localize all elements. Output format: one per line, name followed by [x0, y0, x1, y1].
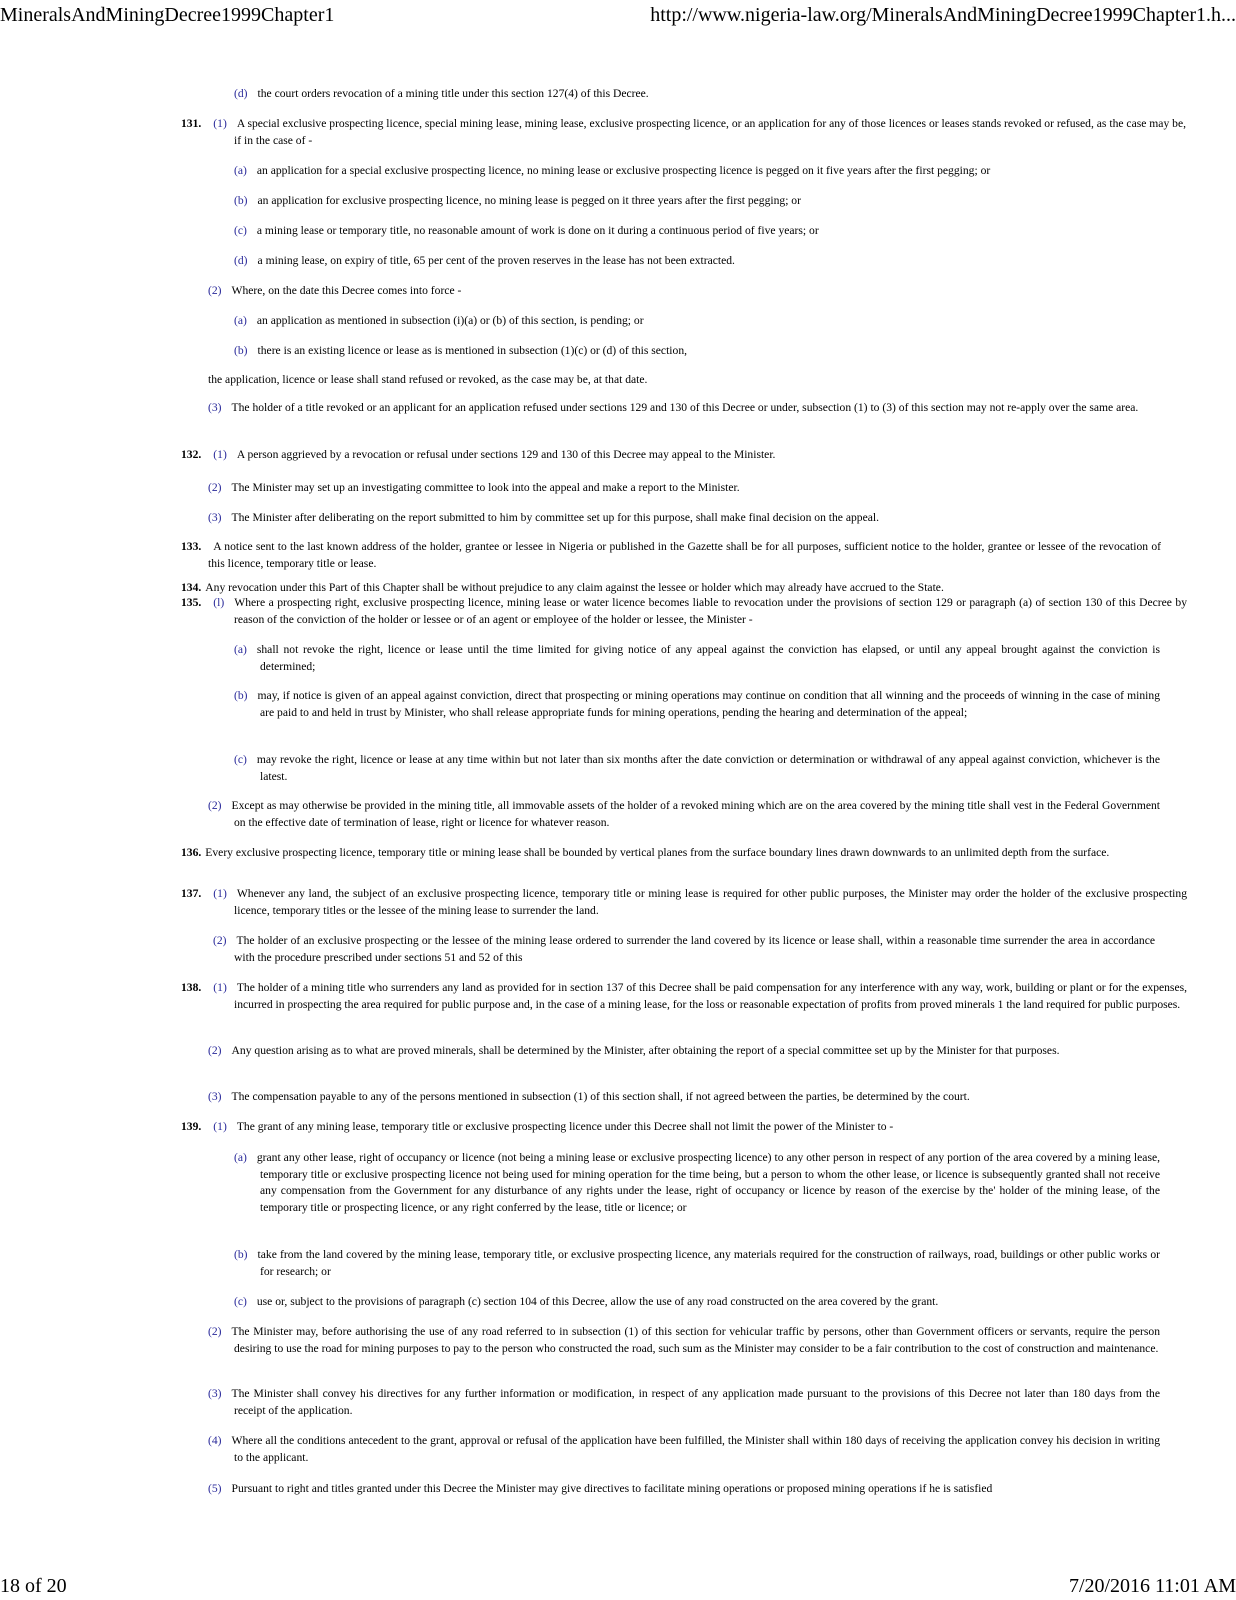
- paragraph-131-2-b: [234, 343, 1134, 360]
- paragraph-138-3: [208, 1089, 1134, 1106]
- section-133: [181, 539, 1161, 572]
- paragraph-text: A special exclusive prospecting licence, special mining lease, mining lease, exclusive prospecting licence, or an application for any of those licences or leases stands revoked or refused, as the case may be, if in the case of -: [234, 117, 1186, 147]
- paragraph-text: Every exclusive prospecting licence, temporary title or mining lease shall be bounded by vertical planes from the surface boundary lines drawn downwards to an unlimited depth from the surface.: [205, 846, 1110, 859]
- item-number: (3): [208, 401, 222, 414]
- paragraph-text: Where a prospecting right, exclusive prospecting licence, mining lease or water licence becomes liable to revocation under the provisions of section 129 or paragraph (a) of section 130 of this Decree by reason of the conviction of the holder or lessee or of an agent or employee of the holder or lessee, the Minister -: [234, 596, 1187, 626]
- item-number: (d): [234, 87, 248, 100]
- paragraph-text: The compensation payable to any of the persons mentioned in subsection (1) of this section shall, if not agreed between the parties, be determined by the court.: [231, 1090, 970, 1103]
- item-number: (b): [234, 689, 248, 702]
- paragraph-131-1-a: [234, 163, 1134, 180]
- item-number: (l): [213, 596, 225, 609]
- paragraph-text: Except as may otherwise be provided in the mining title, all immovable assets of the holder of a revoked mining which are on the area covered by the mining title shall vest in the Federal Government on the effective date of termination of lease, right or licence for whatever reason.: [231, 799, 1160, 829]
- section-132-1: [181, 447, 1134, 464]
- item-number: (5): [208, 1482, 222, 1495]
- paragraph-text: Any revocation under this Part of this Chapter shall be without prejudice to any claim against the lessee or holder which may already have accrued to the State.: [205, 581, 944, 594]
- paragraph-text: The holder of a mining title who surrenders any land as provided for in section 137 of this Decree shall be paid compensation for any interference with any way, work, building or plant or for the expenses, incurred in prospecting the area required for public purpose and, in the case of a mining lease, for the loss or reasonable expectation of profits from proved minerals 1 the land required for public purposes.: [234, 981, 1187, 1011]
- item-number: (1): [213, 981, 227, 994]
- paragraph-text: an application as mentioned in subsection (i)(a) or (b) of this section, is pending; or: [256, 314, 644, 327]
- paragraph-text: The Minister after deliberating on the report submitted to him by committee set up for this purpose, shall make final decision on the appeal.: [231, 511, 880, 524]
- section-136: [181, 845, 1134, 862]
- paragraph-text: a mining lease or temporary title, no reasonable amount of work is done on it during a continuous period of five years; or: [256, 224, 819, 237]
- item-number: (a): [234, 643, 247, 656]
- item-number: (b): [234, 1248, 248, 1261]
- paragraph-139-1-a: [234, 1150, 1160, 1216]
- paragraph-text: take from the land covered by the mining lease, temporary title, or exclusive prospecting licence, any materials required for the construction of railways, road, buildings or other public works or for research; or: [257, 1248, 1160, 1278]
- item-number: (2): [208, 1325, 222, 1338]
- section-138-1: [181, 980, 1187, 1013]
- paragraph-text: use or, subject to the provisions of paragraph (c) section 104 of this Decree, allow the use of any road constructed on the area covered by the grant.: [256, 1295, 939, 1308]
- section-number: 136.: [181, 846, 202, 859]
- item-number: (2): [208, 284, 222, 297]
- paragraph-130-d: [234, 86, 1134, 103]
- item-number: (c): [234, 224, 247, 237]
- section-number: 137.: [181, 887, 202, 900]
- paragraph-text: grant any other lease, right of occupancy or licence (not being a mining lease or exclusive prospecting licence) to any other person in respect of any portion of the area covered by a mining lease, temporary title or exclusive prospecting licence not being used for mining operation for the time being, but a person to whom the other lease, or licence is subsequently granted shall not receive any compensation from the Government for any disturbance of any rights under the lease, right of occupancy or licence by reason of the exercise by the' holder of the mining lease, of the temporary title or prospecting licence, or any right conferred by the lease, title or licence; or: [256, 1151, 1160, 1214]
- item-number: (3): [208, 1090, 222, 1103]
- paragraph-139-2: [208, 1324, 1160, 1357]
- section-number: 139.: [181, 1120, 202, 1133]
- paragraph-text: may revoke the right, licence or lease at any time within but not later than six months after the date conviction or determination or withdrawal of any appeal against conviction, whichever is the latest.: [256, 753, 1160, 783]
- paragraph-text: The Minister may, before authorising the use of any road referred to in subsection (1) of this section for vehicular traffic by persons, other than Government officers or servants, require the person desiring to use the road for mining purposes to pay to the person who constructed the road, such sum as the Minister may consider to be a fair contribution to the cost of construction and maintenance.: [231, 1325, 1160, 1355]
- paragraph-137-2: [213, 933, 1155, 966]
- section-number: 131.: [181, 117, 202, 130]
- browser-print-url: http://www.nigeria-law.org/MineralsAndMiningDecree1999Chapter1.h...: [650, 4, 1236, 26]
- paragraph-text: Where, on the date this Decree comes into force -: [231, 284, 462, 297]
- section-number: 132.: [181, 448, 202, 461]
- section-135-1: [181, 595, 1187, 628]
- paragraph-131-3: [208, 400, 1160, 417]
- paragraph-text: Any question arising as to what are proved minerals, shall be determined by the Minister, after obtaining the report of a special committee set up by the Minister for that purposes.: [231, 1044, 1060, 1057]
- paragraph-135-1-b: [234, 688, 1160, 721]
- paragraph-139-3: [208, 1386, 1160, 1419]
- section-137-1: [181, 886, 1187, 919]
- paragraph-131-1-d: [234, 253, 1134, 270]
- item-number: (1): [213, 448, 227, 461]
- item-number: (a): [234, 314, 247, 327]
- item-number: (a): [234, 1151, 247, 1164]
- item-number: (2): [213, 934, 227, 947]
- section-number: 134.: [181, 581, 202, 594]
- item-number: (4): [208, 1434, 222, 1447]
- item-number: (2): [208, 1044, 222, 1057]
- paragraph-text: Whenever any land, the subject of an exclusive prospecting licence, temporary title or mining lease is required for other public purposes, the Minister may order the holder of the exclusive prospecting licence, temporary titles or the lessee of the mining lease to surrender the land.: [234, 887, 1187, 917]
- item-number: (b): [234, 344, 248, 357]
- paragraph-138-2: [208, 1043, 1160, 1060]
- paragraph-text: A notice sent to the last known address of the holder, grantee or lessee in Nigeria or published in the Gazette shall be for all purposes, sufficient notice to the holder, grantee or lessee of the revocation of this licence, temporary title or lease.: [208, 540, 1161, 570]
- section-131-1: [181, 116, 1186, 149]
- paragraph-135-2: [208, 798, 1160, 831]
- paragraph-131-2-closing: [208, 372, 1134, 389]
- section-number: 135.: [181, 596, 202, 609]
- paragraph-135-1-c: [234, 752, 1160, 785]
- paragraph-text: The grant of any mining lease, temporary title or exclusive prospecting licence under this Decree shall not limit the power of the Minister to -: [236, 1120, 894, 1133]
- item-number: (d): [234, 254, 248, 267]
- paragraph-131-1-b: [234, 193, 1134, 210]
- paragraph-131-2: [208, 283, 1134, 300]
- paragraph-139-1-c: [234, 1294, 1134, 1311]
- paragraph-text: Where all the conditions antecedent to the grant, approval or refusal of the application have been fulfilled, the Minister shall within 180 days of receiving the application convey his decision in writing to the applicant.: [231, 1434, 1160, 1464]
- item-number: (1): [213, 887, 227, 900]
- print-datetime: 7/20/2016 11:01 AM: [1068, 1575, 1236, 1597]
- paragraph-text: an application for a special exclusive prospecting licence, no mining lease or exclusive prospecting licence is pegged on it five years after the first pegging; or: [256, 164, 991, 177]
- item-number: (2): [208, 799, 222, 812]
- paragraph-text: The holder of a title revoked or an applicant for an application refused under sections 129 and 130 of this Decree or under, subsection (1) to (3) of this section may not re-apply over the same area.: [231, 401, 1139, 414]
- browser-print-title: MineralsAndMiningDecree1999Chapter1: [0, 4, 335, 26]
- paragraph-text: an application for exclusive prospecting licence, no mining lease is pegged on it three years after the first pegging; or: [257, 194, 801, 207]
- paragraph-132-2: [208, 480, 1134, 497]
- paragraph-text: the application, licence or lease shall stand refused or revoked, as the case may be, at that date.: [208, 373, 648, 386]
- paragraph-text: The Minister shall convey his directives for any further information or modification, in respect of any application made pursuant to the provisions of this Decree not later than 180 days from the receipt of the application.: [231, 1387, 1160, 1417]
- paragraph-text: a mining lease, on expiry of title, 65 per cent of the proven reserves in the lease has not been extracted.: [257, 254, 735, 267]
- paragraph-139-4: [208, 1433, 1160, 1466]
- item-number: (1): [213, 1120, 227, 1133]
- paragraph-text: The Minister may set up an investigating committee to look into the appeal and make a report to the Minister.: [231, 481, 740, 494]
- item-number: (a): [234, 164, 247, 177]
- item-number: (3): [208, 1387, 222, 1400]
- item-number: (1): [213, 117, 227, 130]
- item-number: (2): [208, 481, 222, 494]
- item-number: (c): [234, 753, 247, 766]
- item-number: (3): [208, 511, 222, 524]
- paragraph-text: there is an existing licence or lease as is mentioned in subsection (1)(c) or (d) of this section,: [257, 344, 688, 357]
- paragraph-131-1-c: [234, 223, 1134, 240]
- paragraph-text: A person aggrieved by a revocation or refusal under sections 129 and 130 of this Decree may appeal to the Minister.: [236, 448, 776, 461]
- paragraph-139-1-b: [234, 1247, 1160, 1280]
- paragraph-135-1-a: [234, 642, 1160, 675]
- page-counter: 18 of 20: [0, 1575, 67, 1597]
- paragraph-text: Pursuant to right and titles granted under this Decree the Minister may give directives to facilitate mining operations or proposed mining operations if he is satisfied: [231, 1482, 993, 1495]
- item-number: (b): [234, 194, 248, 207]
- paragraph-131-2-a: [234, 313, 1134, 330]
- section-139-1: [181, 1119, 1134, 1136]
- section-number: 133.: [181, 540, 202, 553]
- paragraph-text: may, if notice is given of an appeal against conviction, direct that prospecting or mining operations may continue on condition that all winning and the proceeds of winning in the case of mining are paid to and held in trust by Minister, who shall release appropriate funds for mining operations, pending the hearing and determination of the appeal;: [257, 689, 1160, 719]
- paragraph-139-5: [208, 1481, 1134, 1498]
- paragraph-text: shall not revoke the right, licence or lease until the time limited for giving notice of any appeal against the conviction has elapsed, or until any appeal brought against the conviction is determined;: [256, 643, 1160, 673]
- paragraph-text: The holder of an exclusive prospecting or the lessee of the mining lease ordered to surrender the land covered by its licence or lease shall, within a reasonable time surrender the area in accordance with the procedure prescribed under sections 51 and 52 of this: [234, 934, 1155, 964]
- section-number: 138.: [181, 981, 202, 994]
- item-number: (c): [234, 1295, 247, 1308]
- paragraph-text: the court orders revocation of a mining title under this section 127(4) of this Decree.: [257, 87, 649, 100]
- paragraph-132-3: [208, 510, 1134, 527]
